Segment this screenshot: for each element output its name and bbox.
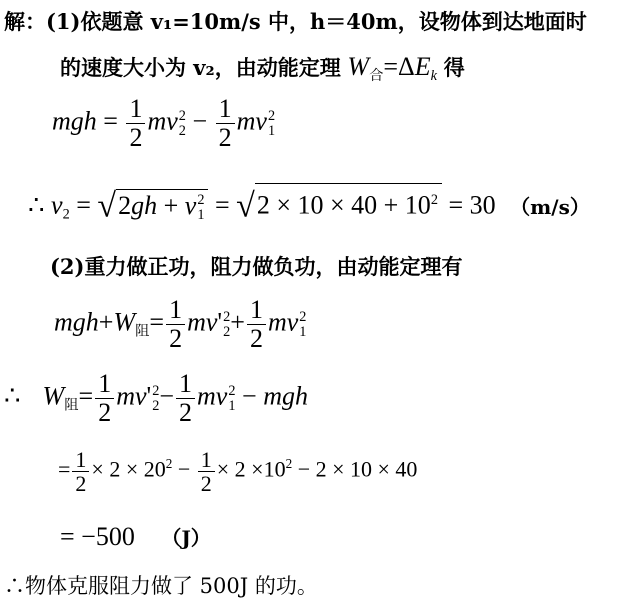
equation-result: = −500 （J） — [60, 522, 211, 551]
unit-speed: （m/s） — [510, 194, 590, 219]
equation-energy: mgh = $\frac{1}{2}$ mv 2 2 − $\frac{1}{2}$ mv 2 1 — [52, 94, 276, 152]
solution-line-1: 解：(1)依题意 v₁=10m/s 中，h＝40m，设物体到达地面时 — [4, 9, 587, 34]
solution-line-2: 的速度大小为 v₂，由动能定理 $W_合=\Delta E_k$ 得 — [60, 52, 465, 84]
text-speed-intro: 的速度大小为 v₂，由动能定理 — [60, 55, 341, 80]
formula-work-energy: $W_合$ — [347, 52, 384, 84]
unit-energy: （J） — [161, 526, 211, 550]
solution-line-5: (2)重力做正功，阻力做负功，由动能定理有 — [50, 254, 463, 279]
equation-v2: ∴ $v_2 = √2gh + v$ 2 1 = $√2 \times 10 \times 40 + 10^2 = 30$ （m/s） — [28, 183, 590, 226]
text-de: 得 — [443, 55, 465, 80]
conclusion-line: ∴物体克服阻力做了 500J 的功。 — [4, 574, 318, 598]
work-value: −500 — [81, 522, 135, 551]
equation-w-resistance: ∴ $W_阻=$ $\frac{1}{2}$ mv' 2 2 − $\frac{1}{2}$ mv 2 1 − mgh — [4, 369, 308, 427]
equation-substitution: = $\frac{1}{2}$ × $2 \times 20^2$ − $\frac{1}{2}$ × $2 \times 10^2 - 2 \times 10 \times 40$ — [58, 447, 418, 496]
v2-value: 30 — [469, 190, 496, 220]
equation-resistance: $mgh+W_阻=$ $\frac{1}{2}$ mv' 2 2 + $\frac{1}{2}$ mv 2 1 — [54, 295, 307, 353]
